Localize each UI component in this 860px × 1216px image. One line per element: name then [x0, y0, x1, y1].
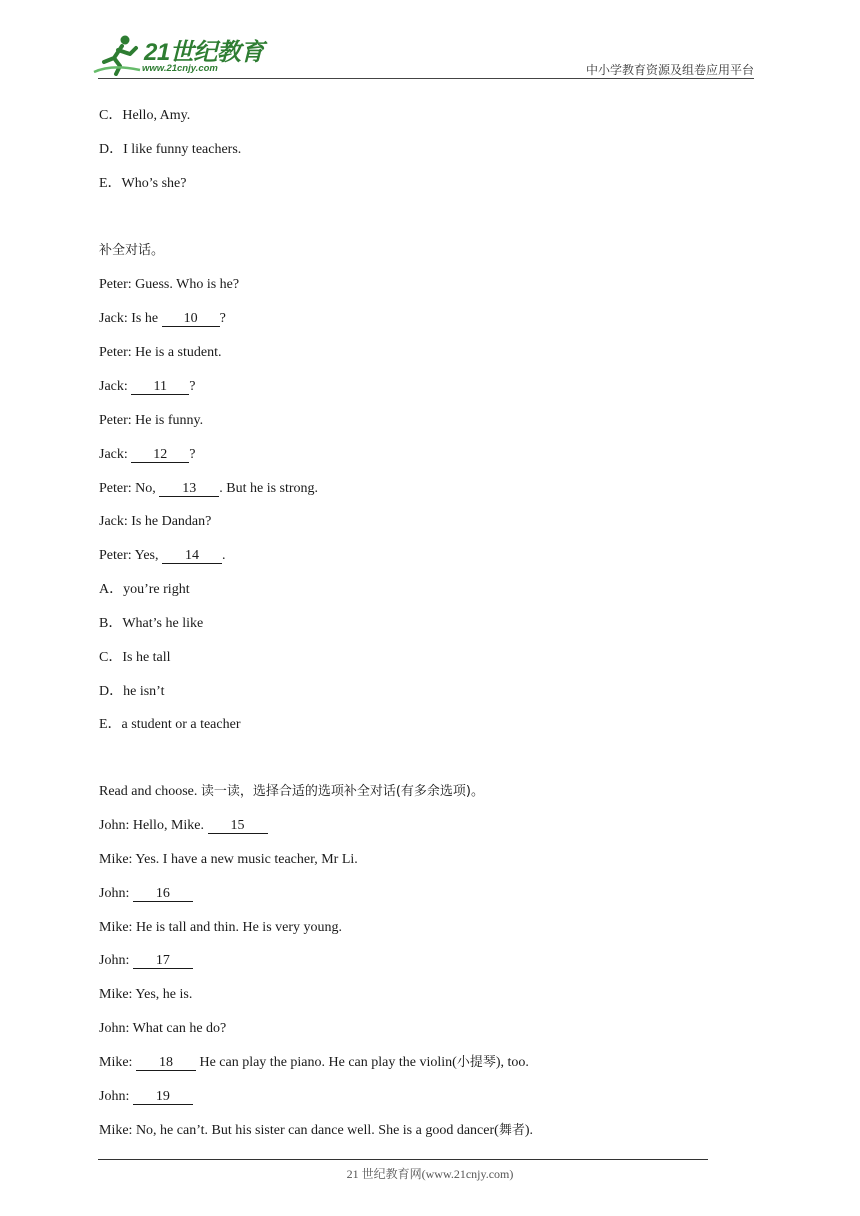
- dialogue-text: ), too.: [495, 1055, 529, 1070]
- dialogue-text: ?: [189, 447, 196, 462]
- dialogue-text: John: Hello, Mike.: [99, 818, 208, 833]
- dialogue-text: ).: [524, 1123, 533, 1138]
- logo-url: www.21cnjy.com: [142, 63, 218, 74]
- section3-instruction: [99, 783, 484, 801]
- dialogue-text: John:: [99, 886, 133, 901]
- dialogue-text: Mike: No, he can’t. But his sister can dance well. She is a good dancer(: [99, 1123, 499, 1138]
- dialogue-line: Peter: Guess. Who is he?: [99, 277, 240, 292]
- dialogue-text: .: [222, 548, 226, 563]
- dialogue-line: Jack: Is he Dandan?: [99, 514, 212, 529]
- site-logo: [92, 34, 262, 78]
- dialogue-line: [99, 378, 195, 396]
- section2-instruction: 补全对话。: [99, 243, 165, 258]
- dialogue-text: John:: [99, 953, 133, 968]
- dialogue-text: John:: [99, 1089, 133, 1104]
- blank-19: 19: [133, 1089, 193, 1105]
- dialogue-line: Mike: Yes. I have a new music teacher, Mr Li.: [99, 852, 358, 867]
- footer-link[interactable]: 21 世纪教育网(www.21cnjy.com): [346, 1167, 514, 1181]
- instruction-cn: 读一读，选择合适的选项补全对话(有多余选项)。: [200, 784, 485, 799]
- option-e: E．Who’s she?: [99, 176, 187, 191]
- instruction-en: Read and choose.: [99, 784, 201, 799]
- dialogue-line: Mike: He is tall and thin. He is very young.: [99, 920, 343, 935]
- option-e: E．a student or a teacher: [99, 717, 241, 732]
- dialogue-text: Jack:: [99, 447, 132, 462]
- dialogue-text: ?: [189, 379, 196, 394]
- blank-13: 13: [159, 481, 219, 497]
- dialogue-line: [99, 885, 193, 903]
- blank-15: 15: [208, 818, 268, 834]
- dialogue-text: Peter: Yes,: [99, 548, 163, 563]
- logo-text: 21世纪教育: [144, 39, 264, 66]
- dialogue-line: [99, 1054, 529, 1072]
- blank-12: 12: [131, 447, 189, 463]
- dialogue-text: ?: [219, 311, 226, 326]
- dialogue-line: Peter: He is funny.: [99, 413, 204, 428]
- dialogue-line: [99, 310, 226, 328]
- dialogue-line: [99, 1122, 533, 1140]
- blank-10: 10: [162, 311, 220, 327]
- dialogue-text: . But he is strong.: [219, 481, 319, 496]
- option-d: D．I like funny teachers.: [99, 142, 242, 157]
- blank-11: 11: [131, 379, 189, 395]
- platform-title: 中小学教育资源及组卷应用平台: [585, 63, 754, 77]
- blank-16: 16: [133, 886, 193, 902]
- dialogue-line: [99, 817, 268, 835]
- blank-18: 18: [136, 1055, 196, 1071]
- dialogue-line: Mike: Yes, he is.: [99, 987, 193, 1002]
- dialogue-line: [99, 446, 195, 464]
- dialogue-line: [99, 1088, 193, 1106]
- option-c: C．Hello, Amy.: [99, 108, 191, 123]
- header-divider: [98, 78, 754, 79]
- option-a: A．you’re right: [99, 582, 190, 597]
- dialogue-line: Peter: He is a student.: [99, 345, 222, 360]
- dialogue-text: He can play the piano. He can play the violin(: [195, 1055, 457, 1070]
- footer-divider: [98, 1159, 708, 1160]
- runner-logo-icon: [92, 34, 144, 76]
- page-header: [0, 0, 860, 80]
- dialogue-text: Jack: Is he: [99, 311, 162, 326]
- option-c: C．Is he tall: [99, 650, 171, 665]
- option-d: D．he isn’t: [99, 684, 165, 699]
- dialogue-text-cn: 舞者: [498, 1123, 525, 1138]
- dialogue-line: [99, 480, 318, 498]
- dialogue-text: Peter: No,: [99, 481, 160, 496]
- dialogue-line: John: What can he do?: [99, 1021, 227, 1036]
- dialogue-line: [99, 952, 193, 970]
- blank-14: 14: [162, 548, 222, 564]
- dialogue-line: [99, 547, 226, 565]
- blank-17: 17: [133, 953, 193, 969]
- dialogue-text: Mike:: [99, 1055, 136, 1070]
- dialogue-text: Jack:: [99, 379, 132, 394]
- option-b: B．What’s he like: [99, 616, 204, 631]
- dialogue-text-cn: 小提琴: [456, 1055, 496, 1070]
